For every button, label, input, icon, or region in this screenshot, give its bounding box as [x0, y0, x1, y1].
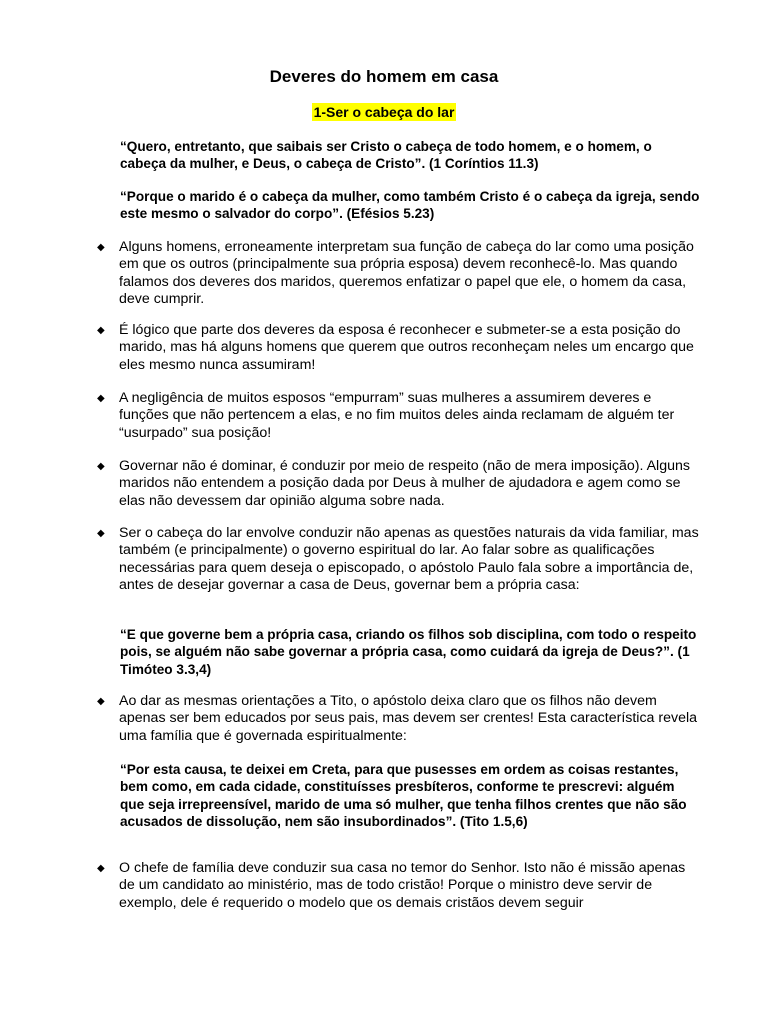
bullet-text: A negligência de muitos esposos “empurram” suas mulheres a assumirem deveres e funções que não pertencem a elas, e no fim muitos deles ainda reclamam de alguém ter “usurpado” sua posição! — [119, 390, 675, 441]
document-title: Deveres do homem em casa — [269, 67, 499, 86]
bible-quote-4: “Por esta causa, te deixei em Creta, para que pusesses em ordem as coisas restantes, bem como, em cada cidade, constituísses presbíteros, conforme te prescrevi: alguém que seja irrepreensível, marido de uma só mulher, que tenha filhos crentes que não são acusados de dissolução, nem são insubordinados”. (Tito 1.5,6) — [120, 762, 687, 829]
subtitle-container — [0, 104, 768, 122]
bible-quote-1: “Quero, entretanto, que saibais ser Cristo o cabeça de todo homem, e o homem, o cabeça da mulher, e Deus, o cabeça de Cristo”. (1 Coríntios 11.3) — [120, 139, 652, 172]
bullet-text: Alguns homens, erroneamente interpretam sua função de cabeça do lar como uma posição em que os outros (principalmente sua própria esposa) devem reconhecê-lo. Mas quando falamos dos deveres dos maridos, queremos enfatizar o papel que ele, o homem da casa, deve cumprir. — [119, 239, 694, 307]
diamond-bullet-icon: ◆ — [97, 393, 105, 404]
bullet-text: O chefe de família deve conduzir sua casa no temor do Senhor. Isto não é missão apenas de um candidato ao ministério, mas de todo cristão! Porque o ministro deve servir de exemplo, dele é requerido o modelo que os demais cristãos devem seguir — [119, 860, 686, 911]
bullet-paragraph-3 — [97, 390, 703, 442]
bible-quote-3: “E que governe bem a própria casa, criando os filhos sob disciplina, com todo o respeito pois, se alguém não sabe governar a própria casa, como cuidará da igreja de Deus?”. (1 Timóteo 3.3,4) — [120, 627, 697, 677]
bullet-paragraph-7 — [97, 860, 703, 912]
bullet-paragraph-2 — [97, 322, 703, 374]
bullet-paragraph-5 — [97, 525, 703, 594]
section-subtitle-highlighted: 1-Ser o cabeça do lar — [313, 104, 455, 120]
diamond-bullet-icon: ◆ — [97, 696, 105, 707]
bullet-paragraph-1 — [97, 239, 703, 308]
bullet-text: Ser o cabeça do lar envolve conduzir não apenas as questões naturais da vida familiar, mas também (e principalmente) o governo espiritual do lar. Ao falar sobre as qualificações necessárias para quem deseja o episcopado, o apóstolo Paulo fala sobre a importância de, antes de desejar governar a casa de Deus, governar bem a própria casa: — [119, 525, 699, 593]
bullet-text: Ao dar as mesmas orientações a Tito, o apóstolo deixa claro que os filhos não devem apenas ser bem educados por seus pais, mas devem ser crentes! Esta característica revela uma família que é governada espiritualmente: — [119, 693, 698, 744]
bullet-paragraph-6 — [97, 693, 703, 745]
bible-quote-2: “Porque o marido é o cabeça da mulher, como também Cristo é o cabeça da igreja, sendo este mesmo o salvador do corpo”. (Efésios 5.23) — [120, 189, 700, 222]
diamond-bullet-icon: ◆ — [97, 461, 105, 472]
bullet-text: É lógico que parte dos deveres da esposa é reconhecer e submeter-se a esta posição do marido, mas há alguns homens que querem que outros reconheçam neles um encargo que eles mesmo nunca assumiram! — [119, 322, 694, 373]
diamond-bullet-icon: ◆ — [97, 325, 105, 336]
bullet-paragraph-4 — [97, 458, 703, 510]
diamond-bullet-icon: ◆ — [97, 528, 105, 539]
diamond-bullet-icon: ◆ — [97, 863, 105, 874]
bullet-text: Governar não é dominar, é conduzir por meio de respeito (não de mera imposição). Alguns maridos não entendem a posição dada por Deus à mulher de ajudadora e agem como se elas não devessem dar opinião alguma sobre nada. — [119, 458, 690, 509]
diamond-bullet-icon: ◆ — [97, 242, 105, 253]
